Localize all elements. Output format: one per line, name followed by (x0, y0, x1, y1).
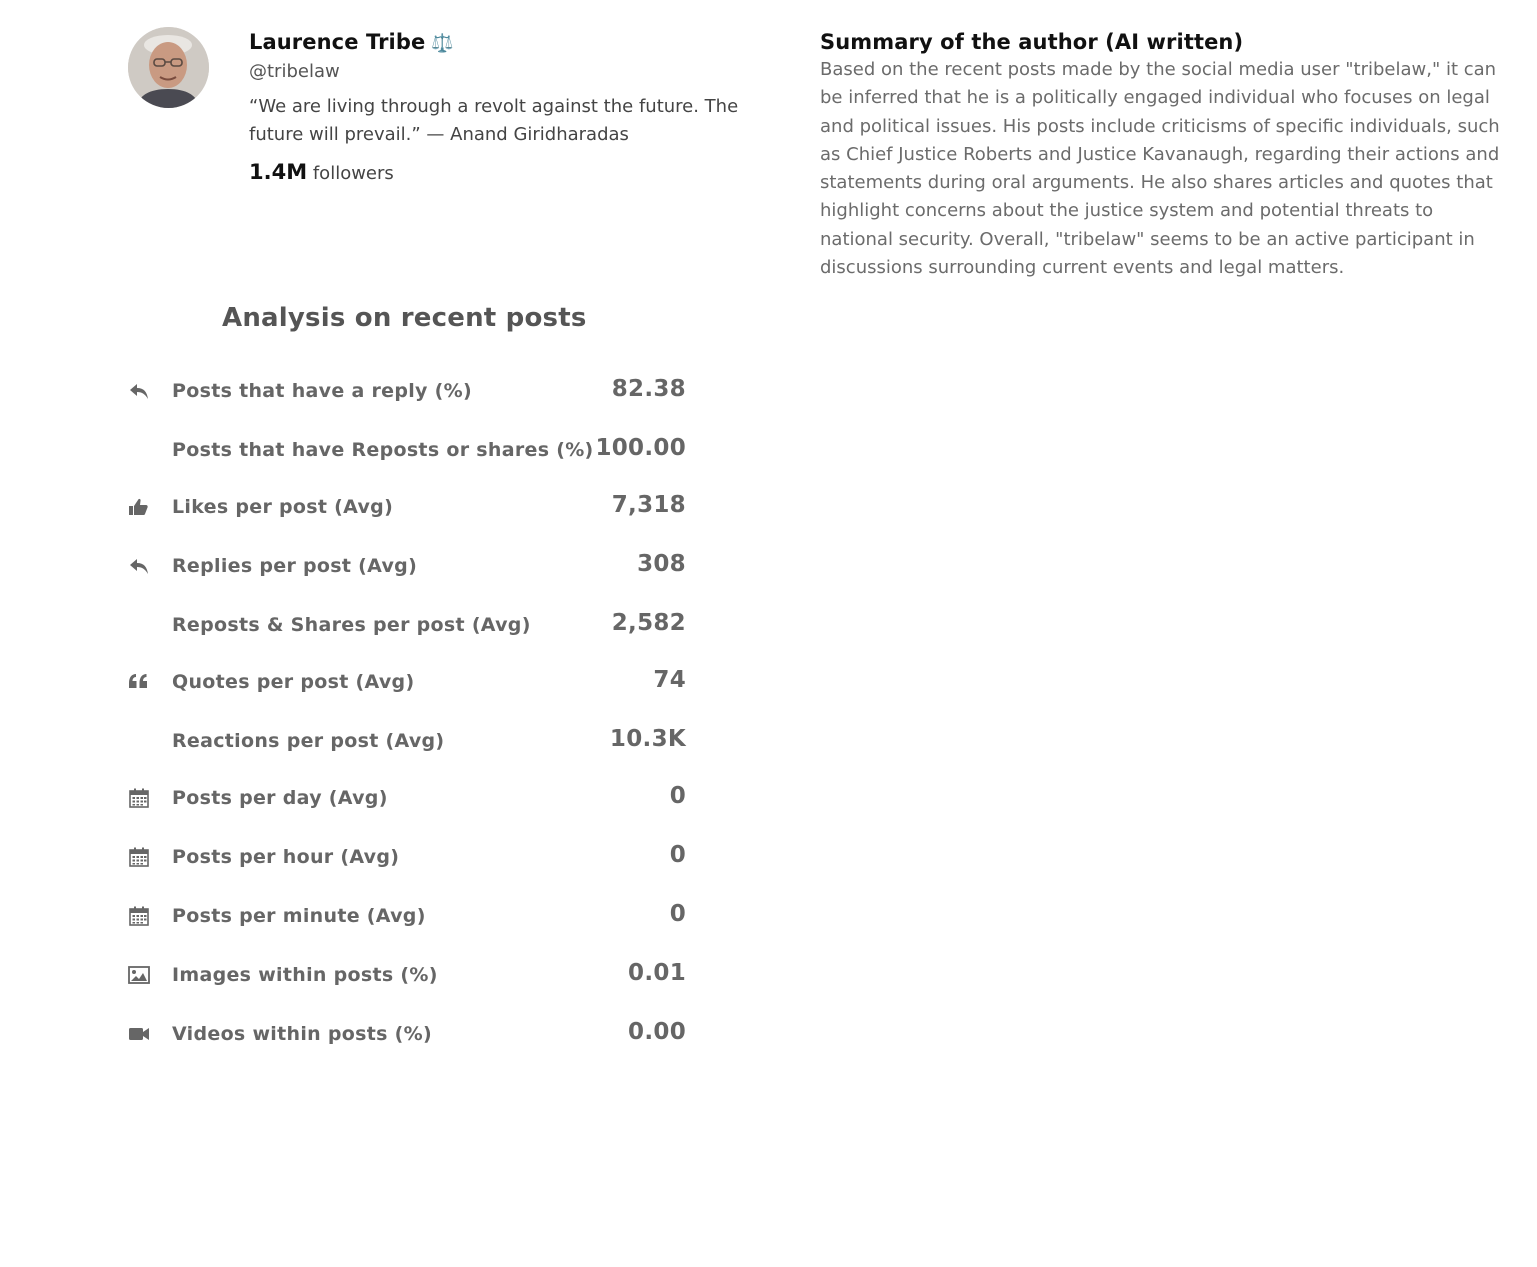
author-handle[interactable]: @tribelaw (249, 61, 340, 82)
calendar-icon (128, 787, 150, 809)
reply-icon (128, 380, 150, 402)
stat-label: Posts per day (Avg) (172, 787, 388, 809)
calendar-icon (128, 846, 150, 868)
stat-row-posts-per-hour (128, 836, 688, 876)
followers-row (249, 157, 769, 189)
calendar-icon (128, 905, 150, 927)
stat-row-posts-with-reply (128, 370, 688, 410)
stat-row-replies-per-post (128, 545, 688, 585)
stat-value: 0 (669, 783, 686, 809)
stat-label: Likes per post (Avg) (172, 496, 394, 518)
stat-row-posts-per-minute (128, 895, 688, 935)
summary-title: Summary of the author (AI written) (820, 30, 1244, 54)
stat-label: Posts that have a reply (%) (172, 380, 472, 402)
author-bio: “We are living through a revolt against the future. The future will prevail.” — Anand Giridharadas (249, 96, 739, 145)
followers-count: 1.4M (249, 160, 308, 184)
video-camera-icon (128, 1023, 150, 1045)
stat-label: Reactions per post (Avg) (172, 730, 445, 752)
image-icon (128, 964, 150, 986)
summary-text: Based on the recent posts made by the social media user "tribelaw," it can be inferred that he is a politically engaged individual who focuses on legal and political issues. His posts include criticisms of specific individuals, such as Chief Justice Roberts and Justice Kavanaugh, regarding their actions and statements during oral arguments. He also shares articles and quotes that highlight concerns about the justice system and potential threats to national security. Overall, "tribelaw" seems to be an active participant in discussions surrounding current events and legal matters. (820, 59, 1500, 279)
stat-value: 100.00 (595, 435, 686, 461)
stat-value: 0.00 (628, 1019, 686, 1045)
stat-label: Replies per post (Avg) (172, 555, 418, 577)
scales-badge-icon: ⚖️ (431, 33, 454, 54)
stat-value: 0 (669, 842, 686, 868)
stat-value: 308 (637, 551, 686, 577)
stat-label: Posts that have Reposts or shares (%) (172, 439, 594, 461)
followers-label: followers (312, 163, 394, 184)
stat-value: 82.38 (611, 376, 686, 402)
stat-row-reposts-per-post (128, 604, 688, 644)
stat-value: 7,318 (611, 492, 686, 518)
stat-value: 0.01 (628, 960, 686, 986)
quote-icon (128, 671, 150, 693)
analysis-title: Analysis on recent posts (222, 303, 587, 333)
stat-row-videos-within-posts (128, 1013, 688, 1053)
avatar[interactable] (128, 27, 209, 108)
author-name[interactable]: Laurence Tribe (249, 30, 426, 54)
stat-row-posts-with-reposts (128, 429, 688, 469)
stat-label: Images within posts (%) (172, 964, 438, 986)
stat-value: 74 (653, 667, 686, 693)
stat-label: Reposts & Shares per post (Avg) (172, 614, 531, 636)
stat-row-quotes-per-post (128, 661, 688, 701)
stat-row-posts-per-day (128, 777, 688, 817)
stat-label: Quotes per post (Avg) (172, 671, 415, 693)
author-summary (820, 26, 1500, 282)
stat-value: 10.3K (609, 726, 686, 752)
author-name-row (249, 26, 769, 60)
stat-value: 0 (669, 901, 686, 927)
stat-label: Posts per hour (Avg) (172, 846, 400, 868)
stat-row-likes-per-post (128, 486, 688, 526)
thumbs-up-icon (128, 496, 150, 518)
reply-icon (128, 555, 150, 577)
stat-row-reactions-per-post (128, 720, 688, 760)
stat-label: Videos within posts (%) (172, 1023, 432, 1045)
stat-value: 2,582 (611, 610, 686, 636)
stat-label: Posts per minute (Avg) (172, 905, 426, 927)
stat-row-images-within-posts (128, 954, 688, 994)
